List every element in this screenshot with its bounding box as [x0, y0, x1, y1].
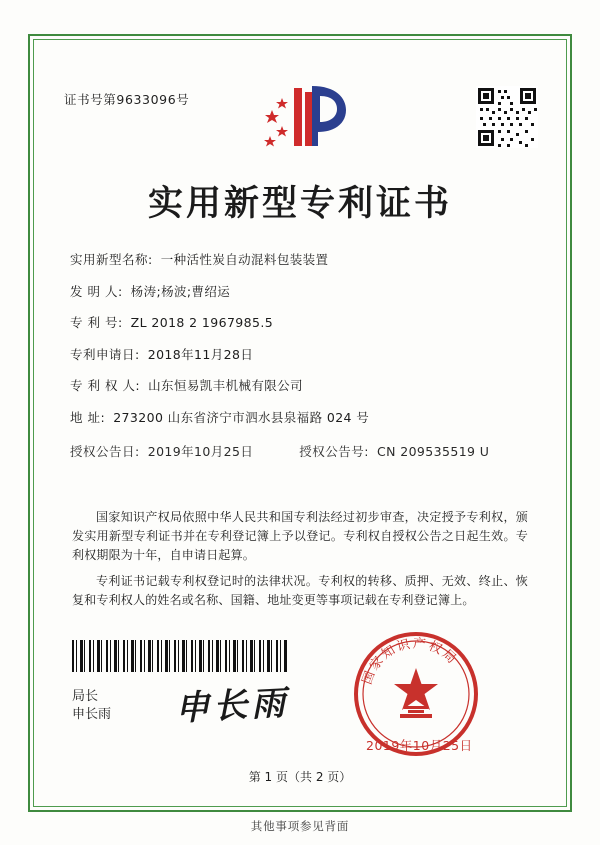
document-title: 实用新型专利证书 [147, 184, 452, 224]
field-row-inventors [70, 282, 540, 300]
paragraph-2: 专利证书记载专利权登记时的法律状况。专利权的转移、质押、无效、终止、恢复和专利权人的姓名或名称、国籍、地址变更等事项记载在专利登记簿上。 [72, 574, 528, 607]
grant-number-value: CN 209535519 U [376, 443, 490, 459]
field-label: 专 利 号: [70, 315, 123, 330]
field-label: 实用新型名称: [70, 252, 153, 267]
field-label: 专 利 权 人: [70, 378, 141, 393]
field-row-patentee [70, 376, 540, 394]
certificate-number: 证书号第9633096号 [64, 92, 190, 107]
cnipa-logo-icon [250, 80, 360, 158]
field-label: 专利申请日: [70, 346, 140, 362]
field-row-application-date [70, 345, 540, 363]
signature-title-line-2: 申长雨 [72, 707, 112, 722]
field-value: ZL 2018 2 1967985.5 [130, 315, 274, 330]
signature-title-line-1: 局长 [72, 689, 99, 704]
field-value: 2018年11月28日 [147, 346, 254, 362]
seal-date: 2019年10月25日 [366, 738, 473, 753]
footer-note: 其他事项参见背面 [250, 819, 350, 833]
field-value: 273200 山东省济宁市泗水县泉福路 024 号 [113, 409, 370, 425]
field-row-grant [70, 442, 540, 460]
grant-date-label: 授权公告日: [70, 443, 140, 459]
body-paragraphs [72, 508, 528, 617]
grant-number-label: 授权公告号: [299, 443, 369, 459]
page-number: 第 1 页（共 2 页） [248, 770, 352, 784]
grant-date-value: 2019年10月25日 [147, 443, 254, 459]
barcode-icon [72, 640, 288, 672]
field-row-invention-name [70, 250, 540, 268]
paragraph-1: 国家知识产权局依照中华人民共和国专利法经过初步审查，决定授予专利权，颁发实用新型专利证书并在专利登记簿上予以登记。专利权自授权公告之日起生效。专利权期限为十年，自申请日起算。 [72, 510, 528, 562]
svg-text:国家知识产权局: 国家知识产权局 [359, 636, 461, 687]
field-list [70, 250, 540, 460]
handwritten-signature: 申长雨 [174, 683, 291, 729]
field-value: 山东恒易凯丰机械有限公司 [148, 378, 303, 393]
field-label: 地 址: [70, 409, 106, 425]
field-value: 杨涛;杨波;曹绍运 [130, 283, 231, 299]
field-row-patent-number [70, 313, 540, 331]
field-value: 一种活性炭自动混料包装装置 [160, 252, 329, 267]
field-row-address [70, 408, 540, 426]
qr-code-icon [476, 86, 538, 148]
signature-title [72, 688, 111, 724]
field-label: 发 明 人: [70, 283, 123, 299]
